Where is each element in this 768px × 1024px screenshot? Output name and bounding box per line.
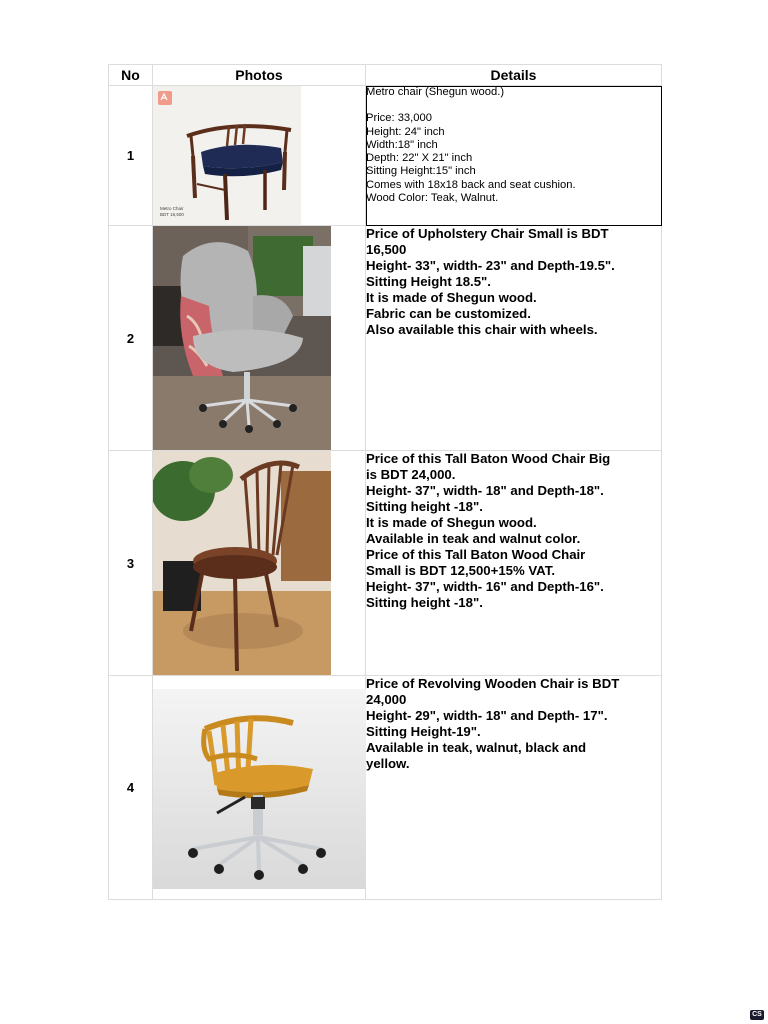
photo-caption-price: BDT 16,500 [160,212,184,217]
header-photos: Photos [153,65,366,86]
detail-line: Price of Revolving Wooden Chair is BDT [366,676,620,691]
detail-line: Sitting height -18". [366,499,483,514]
table-row [109,451,662,676]
details-cell [366,451,662,676]
detail-line: Comes with 18x18 back and seat cushion. [366,178,576,191]
detail-line: yellow. [366,756,410,771]
row-number: 2 [109,226,153,451]
row-number: 3 [109,451,153,676]
row-number: 1 [109,86,153,226]
metro-chair-photo [153,86,301,225]
detail-line: Fabric can be customized. [366,306,531,321]
detail-line: Metro chair (Shegun wood.) [366,86,505,98]
detail-line: 16,500 [366,242,407,257]
details-cell [366,676,662,900]
tall-baton-chair-photo [153,451,331,675]
chair-catalog-table [108,64,662,900]
detail-line: Sitting Height:15" inch [366,165,476,178]
table-row [109,226,662,451]
photo-caption-name: Metro Chair [160,206,184,211]
camscanner-logo-icon: CS [750,1010,764,1020]
detail-line: Small is BDT 12,500+15% VAT. [366,563,555,578]
header-details: Details [366,65,662,86]
detail-line: 24,000 [366,692,407,707]
header-no: No [109,65,153,86]
detail-line: Price of this Tall Baton Wood Chair Big [366,451,611,466]
detail-line [366,99,661,112]
details-cell [366,226,662,451]
detail-line: Height: 24" inch [366,125,445,138]
detail-line: Available in teak, walnut, black and [366,740,587,755]
detail-line: Width:18" inch [366,138,438,151]
detail-line: It is made of Shegun wood. [366,290,537,305]
detail-line: It is made of Shegun wood. [366,515,537,530]
detail-line: Wood Color: Teak, Walnut. [366,192,499,205]
detail-line: Also available this chair with wheels. [366,322,598,337]
details-cell [366,86,662,226]
detail-line: Sitting Height-19". [366,724,481,739]
detail-line: Sitting height -18". [366,595,483,610]
detail-line: Available in teak and walnut color. [366,531,581,546]
row-number: 4 [109,676,153,900]
revolving-wooden-chair-photo [153,689,366,889]
detail-line: Sitting Height 18.5". [366,274,491,289]
table-header-row [109,65,662,86]
table-row [109,86,662,226]
detail-line: Height- 29", width- 18" and Depth- 17". [366,708,608,723]
detail-line: Height- 33", width- 23" and Depth-19.5". [366,258,615,273]
detail-line: Price of Upholstery Chair Small is BDT [366,226,609,241]
detail-line: Price of this Tall Baton Wood Chair [366,547,586,562]
detail-line: Price: 33,000 [366,112,432,125]
detail-line: is BDT 24,000. [366,467,456,482]
upholstery-chair-photo [153,226,331,450]
detail-line: Height- 37", width- 18" and Depth-18". [366,483,604,498]
table-row [109,676,662,900]
detail-line: Height- 37", width- 16" and Depth-16". [366,579,604,594]
detail-line: Depth: 22" X 21" inch [366,152,473,165]
